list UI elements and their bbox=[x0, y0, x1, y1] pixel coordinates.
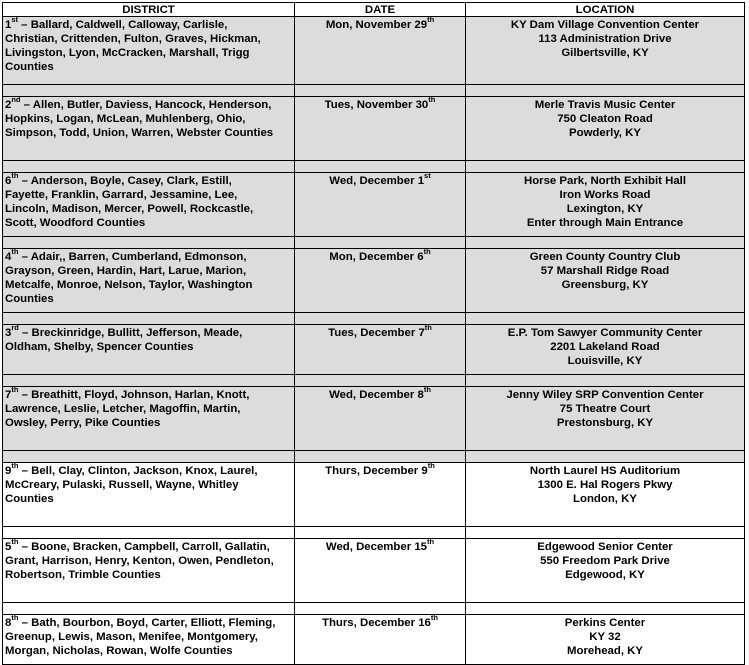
spacer-row bbox=[3, 527, 745, 539]
date-ordinal-suffix: th bbox=[430, 613, 438, 623]
table-row bbox=[3, 387, 745, 451]
district-line bbox=[5, 171, 294, 188]
spacer-row bbox=[3, 313, 745, 325]
district-line: Oldham, Shelby, Spencer Counties bbox=[5, 341, 194, 353]
location-line: 1300 E. Hal Rogers Pkwy bbox=[537, 479, 673, 491]
district-line: Hopkins, Logan, McLean, Muhlenberg, Ohio, bbox=[5, 113, 246, 125]
location-line: Prestonsburg, KY bbox=[556, 417, 654, 429]
district-counties-text: Adair,, Barren, Cumberland, Edmonson, bbox=[30, 251, 247, 263]
district-number: 5 bbox=[5, 541, 12, 553]
district-line: Simpson, Todd, Union, Warren, Webster Counties bbox=[5, 127, 274, 139]
location-line: Greensburg, KY bbox=[561, 279, 649, 291]
district-ordinal-suffix: th bbox=[11, 171, 19, 181]
date-ordinal-suffix: th bbox=[428, 95, 436, 105]
location-line: Louisville, KY bbox=[567, 355, 643, 367]
district-counties-text: Bell, Clay, Clinton, Jackson, Knox, Laurel, bbox=[31, 465, 258, 477]
district-counties-text: Anderson, Boyle, Casey, Clark, Estill, bbox=[30, 175, 232, 187]
spacer-cell bbox=[295, 313, 466, 325]
district-line: Lawrence, Leslie, Letcher, Magoffin, Martin, bbox=[5, 403, 241, 415]
location-line: Jenny Wiley SRP Convention Center bbox=[506, 389, 704, 401]
date-cell bbox=[295, 387, 466, 451]
location-line: Merle Travis Music Center bbox=[534, 99, 676, 111]
district-line: Livingston, Lyon, McCracken, Marshall, Trigg bbox=[5, 47, 250, 59]
location-line: London, KY bbox=[573, 493, 637, 505]
location-header: LOCATION bbox=[466, 3, 745, 17]
district-line bbox=[5, 15, 294, 32]
district-line: Counties bbox=[5, 493, 54, 505]
district-ordinal-suffix: th bbox=[11, 247, 19, 257]
date-ordinal-suffix: th bbox=[424, 323, 432, 333]
spacer-cell bbox=[3, 85, 295, 97]
location-line: 2201 Lakeland Road bbox=[550, 341, 660, 353]
district-cell bbox=[3, 463, 295, 527]
district-dash: – bbox=[18, 327, 32, 339]
district-counties-text: Boone, Bracken, Campbell, Carroll, Gallatin, bbox=[31, 541, 270, 553]
spacer-cell bbox=[295, 85, 466, 97]
table-row bbox=[3, 249, 745, 313]
district-line: Christian, Crittenden, Fulton, Graves, Hickman, bbox=[5, 33, 261, 45]
spacer-cell bbox=[3, 451, 295, 463]
district-number: 6 bbox=[5, 175, 12, 187]
location-cell bbox=[466, 325, 745, 375]
district-line: Counties bbox=[5, 293, 54, 305]
table-row bbox=[3, 173, 745, 237]
district-dash: – bbox=[18, 617, 32, 629]
district-line: McCreary, Pulaski, Russell, Wayne, Whitley bbox=[5, 479, 239, 491]
district-line: Counties bbox=[5, 61, 54, 73]
district-cell bbox=[3, 97, 295, 161]
date-text: Tues, November 30 bbox=[324, 99, 429, 111]
district-dash: – bbox=[18, 465, 32, 477]
location-line: Edgewood, KY bbox=[565, 569, 645, 581]
spacer-cell bbox=[295, 603, 466, 615]
district-counties-text: Bath, Bourbon, Boyd, Carter, Elliott, Fleming, bbox=[31, 617, 276, 629]
district-cell bbox=[3, 325, 295, 375]
location-line: North Laurel HS Auditorium bbox=[529, 465, 681, 477]
date-ordinal-suffix: th bbox=[423, 247, 431, 257]
district-line: Morgan, Nicholas, Rowan, Wolfe Counties bbox=[5, 645, 233, 657]
location-cell bbox=[466, 249, 745, 313]
location-line: 75 Theatre Court bbox=[559, 403, 651, 415]
spacer-row bbox=[3, 237, 745, 249]
location-cell bbox=[466, 387, 745, 451]
spacer-row bbox=[3, 603, 745, 615]
date-text: Wed, December 8 bbox=[329, 389, 424, 401]
district-dash: – bbox=[18, 389, 32, 401]
district-dash: – bbox=[18, 19, 31, 31]
district-number: 2 bbox=[5, 99, 12, 111]
district-cell bbox=[3, 249, 295, 313]
date-text: Wed, December 15 bbox=[325, 541, 427, 553]
spacer-cell bbox=[466, 451, 745, 463]
district-header: DISTRICT bbox=[3, 3, 295, 17]
spacer-cell bbox=[466, 237, 745, 249]
location-line: Iron Works Road bbox=[559, 189, 651, 201]
district-number: 9 bbox=[5, 465, 12, 477]
date-cell bbox=[295, 97, 466, 161]
date-ordinal-suffix: th bbox=[427, 537, 435, 547]
spacer-cell bbox=[295, 237, 466, 249]
location-cell bbox=[466, 173, 745, 237]
spacer-cell bbox=[295, 451, 466, 463]
district-line bbox=[5, 385, 294, 402]
district-line bbox=[5, 613, 294, 630]
date-ordinal-suffix: th bbox=[423, 385, 431, 395]
district-line bbox=[5, 247, 294, 264]
location-cell bbox=[466, 463, 745, 527]
district-dash: – bbox=[18, 541, 32, 553]
date-text: Wed, December 1 bbox=[329, 175, 425, 187]
district-line: Grant, Harrison, Henry, Kenton, Owen, Pendleton, bbox=[5, 555, 274, 567]
location-line: Perkins Center bbox=[564, 617, 646, 629]
table-row bbox=[3, 17, 745, 85]
date-cell bbox=[295, 539, 466, 603]
district-ordinal-suffix: th bbox=[11, 613, 19, 623]
spacer-cell bbox=[466, 313, 745, 325]
spacer-cell bbox=[3, 603, 295, 615]
district-cell bbox=[3, 173, 295, 237]
date-cell bbox=[295, 17, 466, 85]
location-cell bbox=[466, 615, 745, 665]
location-line: Lexington, KY bbox=[566, 203, 644, 215]
district-counties-text: Breckinridge, Bullitt, Jefferson, Meade, bbox=[31, 327, 243, 339]
district-ordinal-suffix: st bbox=[11, 15, 19, 25]
spacer-cell bbox=[3, 527, 295, 539]
date-ordinal-suffix: st bbox=[424, 171, 431, 181]
district-number: 8 bbox=[5, 617, 12, 629]
spacer-row bbox=[3, 161, 745, 173]
district-ordinal-suffix: rd bbox=[11, 323, 19, 333]
location-line: Enter through Main Entrance bbox=[526, 217, 684, 229]
location-line: Gilbertsville, KY bbox=[561, 47, 649, 59]
location-line: Horse Park, North Exhibit Hall bbox=[523, 175, 687, 187]
spacer-cell bbox=[466, 375, 745, 387]
district-cell bbox=[3, 387, 295, 451]
spacer-cell bbox=[3, 313, 295, 325]
date-cell bbox=[295, 463, 466, 527]
district-line bbox=[5, 95, 294, 112]
district-line bbox=[5, 537, 294, 554]
date-ordinal-suffix: th bbox=[427, 461, 435, 471]
schedule-body bbox=[3, 17, 745, 665]
date-text: Mon, December 6 bbox=[329, 251, 424, 263]
district-cell bbox=[3, 615, 295, 665]
district-line: Scott, Woodford Counties bbox=[5, 217, 146, 229]
spacer-cell bbox=[295, 375, 466, 387]
district-dash: – bbox=[20, 99, 33, 111]
district-dash: – bbox=[18, 175, 31, 187]
district-line bbox=[5, 323, 294, 340]
spacer-cell bbox=[466, 603, 745, 615]
district-ordinal-suffix: th bbox=[11, 537, 19, 547]
location-line: KY 32 bbox=[589, 631, 621, 643]
date-text: Tues, December 7 bbox=[328, 327, 425, 339]
date-text: Thurs, December 9 bbox=[325, 465, 428, 477]
district-line: Greenup, Lewis, Mason, Menifee, Montgomery, bbox=[5, 631, 258, 643]
district-cell bbox=[3, 539, 295, 603]
location-line: KY Dam Village Convention Center bbox=[510, 19, 700, 31]
spacer-row bbox=[3, 375, 745, 387]
spacer-cell bbox=[466, 527, 745, 539]
location-line: 750 Cleaton Road bbox=[557, 113, 653, 125]
table-row bbox=[3, 325, 745, 375]
location-line: 113 Administration Drive bbox=[538, 33, 672, 45]
district-ordinal-suffix: th bbox=[11, 385, 19, 395]
district-number: 1 bbox=[5, 19, 12, 31]
district-ordinal-suffix: nd bbox=[11, 95, 21, 105]
district-dash: – bbox=[18, 251, 31, 263]
date-cell bbox=[295, 173, 466, 237]
district-counties-text: Ballard, Caldwell, Calloway, Carlisle, bbox=[30, 19, 228, 31]
district-ordinal-suffix: th bbox=[11, 461, 19, 471]
location-line: Morehead, KY bbox=[567, 645, 643, 657]
table-row bbox=[3, 615, 745, 665]
district-line: Grayson, Green, Hardin, Hart, Larue, Marion, bbox=[5, 265, 247, 277]
district-line: Metcalfe, Monroe, Nelson, Taylor, Washington bbox=[5, 279, 253, 291]
date-header: DATE bbox=[295, 3, 466, 17]
date-cell bbox=[295, 615, 466, 665]
spacer-cell bbox=[466, 85, 745, 97]
spacer-row bbox=[3, 85, 745, 97]
date-cell bbox=[295, 325, 466, 375]
district-counties-text: Allen, Butler, Daviess, Hancock, Henderson, bbox=[32, 99, 272, 111]
district-cell bbox=[3, 17, 295, 85]
date-text: Thurs, December 16 bbox=[322, 617, 431, 629]
header-row bbox=[3, 3, 745, 17]
district-line: Fayette, Franklin, Garrard, Jessamine, Lee, bbox=[5, 189, 238, 201]
spacer-cell bbox=[3, 375, 295, 387]
district-number: 4 bbox=[5, 251, 12, 263]
location-line: Edgewood Senior Center bbox=[537, 541, 673, 553]
location-line: 57 Marshall Ridge Road bbox=[540, 265, 670, 277]
location-line: E.P. Tom Sawyer Community Center bbox=[507, 327, 703, 339]
date-text: Mon, November 29 bbox=[325, 19, 428, 31]
location-cell bbox=[466, 97, 745, 161]
location-line: Powderly, KY bbox=[569, 127, 641, 139]
spacer-cell bbox=[3, 237, 295, 249]
district-line: Lincoln, Madison, Mercer, Powell, Rockcastle, bbox=[5, 203, 254, 215]
location-line: 550 Freedom Park Drive bbox=[540, 555, 670, 567]
location-cell bbox=[466, 17, 745, 85]
district-counties-text: Breathitt, Floyd, Johnson, Harlan, Knott, bbox=[31, 389, 250, 401]
spacer-row bbox=[3, 451, 745, 463]
table-row bbox=[3, 539, 745, 603]
spacer-cell bbox=[3, 161, 295, 173]
table-row bbox=[3, 97, 745, 161]
district-line bbox=[5, 461, 294, 478]
district-line: Owsley, Perry, Pike Counties bbox=[5, 417, 161, 429]
spacer-cell bbox=[295, 527, 466, 539]
district-number: 7 bbox=[5, 389, 12, 401]
table-row bbox=[3, 463, 745, 527]
district-number: 3 bbox=[5, 327, 12, 339]
spacer-cell bbox=[466, 161, 745, 173]
location-line: Green County Country Club bbox=[529, 251, 681, 263]
date-ordinal-suffix: th bbox=[427, 15, 435, 25]
schedule-table bbox=[2, 2, 745, 665]
spacer-cell bbox=[295, 161, 466, 173]
location-cell bbox=[466, 539, 745, 603]
date-cell bbox=[295, 249, 466, 313]
district-line: Robertson, Trimble Counties bbox=[5, 569, 161, 581]
